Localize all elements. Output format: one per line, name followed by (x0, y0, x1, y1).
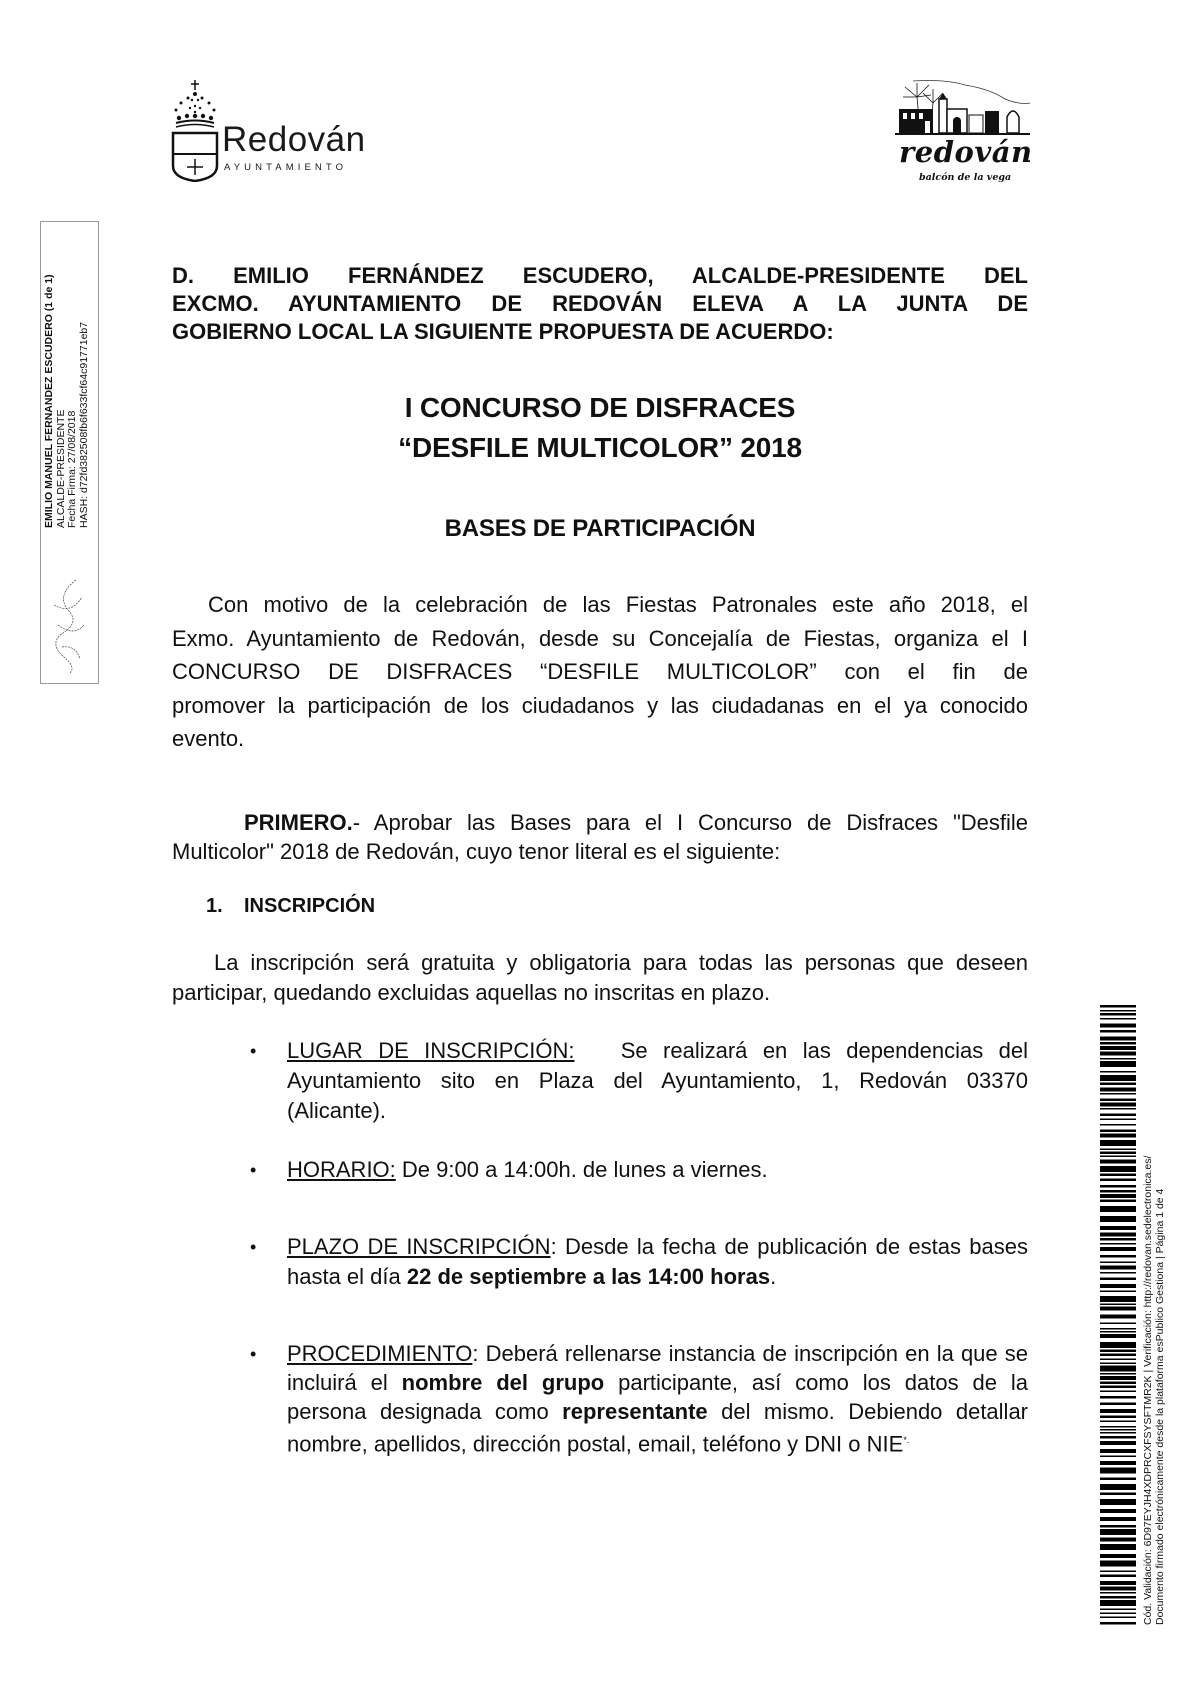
tourism-name: redován (899, 135, 1033, 169)
barcode-bar (1100, 1509, 1136, 1513)
barcode-bar (1100, 1061, 1136, 1067)
bullet-icon: • (250, 1344, 257, 1364)
barcode-bar (1100, 1478, 1136, 1481)
barcode-bar (1100, 1382, 1136, 1385)
bullet-text: hasta el día (287, 1264, 407, 1289)
barcode-bar (1100, 1426, 1136, 1428)
barcode-bar (1100, 1554, 1136, 1558)
validation-code: Cód. Validación: 6D97EYJH4XDPRCXFSYSFTMR2K | Verificación: http://redovan.sedelectronica.es/ (1142, 1155, 1154, 1625)
barcode-bar (1100, 1499, 1136, 1505)
barcode-bar (1100, 1108, 1136, 1110)
primero-text: - Aprobar las Bases para el I Concurso de Disfraces "Desfile (352, 810, 1028, 835)
tourism-logo (895, 75, 1035, 187)
barcode-bar (1100, 1030, 1136, 1033)
barcode-bar (1100, 1581, 1136, 1585)
barcode-bar (1100, 1058, 1136, 1060)
barcode-bar (1100, 1617, 1136, 1619)
section-number: 1. (206, 895, 223, 917)
barcode-bar (1100, 1596, 1136, 1599)
barcode-bar (1100, 1194, 1136, 1198)
bullet-text: participante, así como los datos de la (604, 1370, 1029, 1395)
barcode-bar (1100, 1243, 1136, 1245)
barcode-bar (1100, 1037, 1136, 1041)
barcode-bar (1100, 1561, 1136, 1567)
barcode-bar (1100, 1432, 1136, 1434)
bullet-label: PLAZO DE INSCRIPCIÓN (287, 1234, 551, 1259)
paragraph-line: CONCURSO DE DISFRACES “DESFILE MULTICOLOR” con el fin de (172, 659, 1028, 684)
barcode-bar (1100, 1200, 1136, 1203)
bullet-line (287, 1036, 1028, 1066)
bullet-line (287, 1368, 1028, 1397)
barcode-bar (1100, 1156, 1136, 1158)
barcode-bar (1100, 1328, 1136, 1330)
barcode-bar (1100, 1046, 1136, 1050)
document-title-line-2: “DESFILE MULTICOLOR” 2018 (398, 432, 802, 463)
barcode-bar (1100, 1088, 1136, 1092)
crest-icon (170, 78, 220, 182)
barcode-bar (1100, 1185, 1136, 1188)
barcode-bar (1100, 1174, 1136, 1177)
barcode-bar (1100, 1376, 1136, 1380)
signer-role: ALCALDE-PRESIDENTE (54, 409, 67, 528)
barcode-bar (1100, 1544, 1136, 1550)
barcode-bar (1100, 1304, 1136, 1306)
barcode-bar (1100, 1331, 1136, 1333)
barcode-bar (1100, 1609, 1136, 1611)
barcode-bar (1100, 1160, 1136, 1164)
bullet-text: Se realizará en las dependencias del (620, 1038, 1028, 1063)
barcode-bar (1100, 1354, 1136, 1357)
barcode-bar (1100, 1386, 1136, 1389)
barcode-bar (1100, 1363, 1136, 1365)
barcode-bar (1100, 1403, 1136, 1406)
barcode-bar (1100, 1206, 1136, 1212)
barcode-bar (1100, 1461, 1136, 1465)
barcode-bar (1100, 1484, 1136, 1490)
barcode-bar (1100, 1134, 1136, 1138)
bullet-line (287, 1262, 1028, 1292)
barcode-bar (1100, 1278, 1136, 1281)
ayuntamiento-logo (170, 78, 366, 182)
barcode-bar (1100, 1409, 1136, 1413)
primero-paragraph (172, 808, 1028, 866)
bullet-line: Ayuntamiento sito en Plaza del Ayuntamiento, 1, Redován 03370 (287, 1068, 1028, 1093)
signature-date: Fecha Firma: 27/08/2018 (66, 410, 78, 528)
barcode-bar (1100, 1018, 1136, 1020)
barcode-bar (1100, 1441, 1136, 1445)
deadline: 22 de septiembre a las 14:00 horas (406, 1264, 771, 1289)
bullet-label: LUGAR DE INSCRIPCIÓN: (287, 1038, 575, 1063)
barcode-bar (1100, 1216, 1136, 1222)
barcode-bar (1100, 1247, 1136, 1251)
barcode-bar (1100, 1005, 1136, 1008)
bullet-icon: • (250, 1041, 257, 1061)
barcode-bar (1100, 1238, 1136, 1241)
handwritten-signature-icon (46, 575, 90, 675)
barcode-bar (1100, 1359, 1136, 1361)
barcode-bar (1100, 1130, 1136, 1133)
bullet-line (287, 1426, 1028, 1458)
barcode-bar (1100, 1517, 1136, 1521)
barcode-bar (1100, 1613, 1136, 1615)
bullet-icon: • (250, 1160, 257, 1180)
proposal-heading (172, 262, 1028, 346)
barcode-bar (1100, 1052, 1136, 1056)
paragraph-line (172, 808, 1028, 837)
barcode-bar (1100, 1575, 1136, 1578)
barcode-bar (1100, 1315, 1136, 1319)
barcode-bar (1100, 1587, 1136, 1591)
bullet-line (287, 1397, 1028, 1426)
signer-name: EMILIO MANUEL FERNANDEZ ESCUDERO (1 de 1) (43, 274, 55, 528)
paragraph-line: Exmo. Ayuntamiento de Redován, desde su Concejalía de Fiestas, organiza el I (172, 625, 1028, 651)
barcode-bar (1100, 1396, 1136, 1399)
barcode-bar (1100, 1255, 1136, 1258)
bullet-text: De 9:00 a 14:00h. de lunes a viernes. (395, 1157, 768, 1182)
barcode-bar (1100, 1421, 1136, 1423)
bullet-line (287, 1339, 1028, 1368)
barcode-bar (1100, 1307, 1136, 1311)
bullet-label: PROCEDIMIENTO (287, 1341, 473, 1366)
barcode-bar (1100, 1456, 1136, 1458)
barcode-bar (1100, 1334, 1136, 1338)
barcode-bar (1100, 1226, 1136, 1230)
barcode-bar (1100, 1093, 1136, 1095)
barcode-bar (1100, 1140, 1136, 1146)
barcode-bar (1100, 1179, 1136, 1182)
barcode-bar (1100, 1296, 1136, 1302)
primero-label: PRIMERO. (244, 810, 353, 835)
barcode-bar (1100, 1529, 1136, 1535)
barcode-bar (1100, 1416, 1136, 1419)
document-subtitle: BASES DE PARTICIPACIÓN (444, 515, 756, 542)
bullet-line: (Alicante). (287, 1098, 387, 1123)
barcode-bar (1100, 1373, 1136, 1375)
barcode-bar (1100, 1571, 1136, 1573)
barcode-bar (1100, 1272, 1136, 1274)
intro-paragraph (172, 588, 1028, 756)
bullet-text: del mismo. Debiendo detallar (707, 1399, 1029, 1424)
barcode-bar (1100, 1233, 1136, 1237)
barcode-bar (1100, 1266, 1136, 1270)
heading-line: GOBIERNO LOCAL LA SIGUIENTE PROPUESTA DE ACUERDO: (172, 319, 834, 344)
barcode-bar (1100, 1366, 1136, 1372)
barcode-bar (1100, 1342, 1136, 1348)
barcode-bar (1100, 1525, 1136, 1528)
bullet-icon: • (250, 1237, 257, 1257)
paragraph-line: evento. (172, 726, 245, 751)
bold-term: nombre del grupo (401, 1370, 605, 1395)
barcode-bar (1100, 1149, 1136, 1151)
barcode-bar (1100, 1190, 1136, 1193)
barcode-bar (1100, 1284, 1136, 1288)
barcode-bar (1100, 1099, 1136, 1102)
barcode-bar (1100, 1166, 1136, 1172)
barcode-bar (1100, 1114, 1136, 1117)
inscripcion-paragraph (172, 948, 1028, 1008)
bullet-text: . (770, 1264, 777, 1289)
bullet-text: nombre, apellidos, dirección postal, email, teléfono y DNI o NIE (287, 1431, 904, 1457)
barcode-bar (1100, 1436, 1136, 1439)
bullet-text: incluirá el (287, 1370, 402, 1395)
validation-barcode (1100, 1005, 1136, 1625)
barcode-bar (1100, 1013, 1136, 1016)
bullet-text: : Deberá rellenarse instancia de inscripción en la que se (472, 1341, 1028, 1366)
barcode-bar (1100, 1600, 1136, 1606)
footnote-marker: *. (903, 1435, 910, 1445)
paragraph-line: Multicolor" 2018 de Redován, cuyo tenor literal es el siguiente: (172, 839, 781, 864)
ayuntamiento-subtitle: AYUNTAMIENTO (224, 162, 348, 173)
bullet-text: : Desde la fecha de publicación de estas bases (550, 1234, 1029, 1259)
bullet-text: persona designada como (287, 1399, 563, 1424)
tourism-slogan: balcón de la vega (919, 172, 1012, 183)
section-title: INSCRIPCIÓN (244, 895, 376, 917)
barcode-bar (1100, 1592, 1136, 1594)
paragraph-line: La inscripción será gratuita y obligatoria para todas las personas que deseen (214, 950, 1028, 975)
paragraph-line: participar, quedando excluidas aquellas no inscritas en plazo. (172, 980, 771, 1005)
barcode-bar (1100, 1262, 1136, 1264)
barcode-bar (1100, 1071, 1136, 1073)
validation-platform: Documento firmado electrónicamente desde la plataforma esPublico Gestiona | Página 1 de 4 (1154, 1188, 1166, 1625)
paragraph-line: promover la participación de los ciudadanos y las ciudadanas en el ya conocido (172, 692, 1028, 718)
barcode-bar (1100, 1291, 1136, 1293)
bullet-label: HORARIO: (287, 1157, 396, 1182)
barcode-bar (1100, 1103, 1136, 1107)
validation-info (1142, 1005, 1166, 1625)
heading-line: EXCMO. AYUNTAMIENTO DE REDOVÁN ELEVA A LA JUNTA DE (172, 291, 1028, 316)
barcode-bar (1100, 1124, 1136, 1126)
ayuntamiento-name: Redován (222, 120, 366, 159)
barcode-bar (1100, 1152, 1136, 1155)
barcode-bar (1100, 1119, 1136, 1121)
barcode-bar (1100, 1391, 1136, 1393)
heading-line: D. EMILIO FERNÁNDEZ ESCUDERO, ALCALDE-PRESIDENTE DEL (172, 263, 1028, 288)
barcode-bar (1100, 1622, 1136, 1625)
bullet-line (287, 1232, 1028, 1262)
paragraph-line: Con motivo de la celebración de las Fiestas Patronales este año 2018, el (208, 592, 1028, 617)
town-skyline-icon (895, 75, 1035, 137)
barcode-bar (1100, 1024, 1136, 1028)
signature-info (44, 208, 90, 528)
barcode-bar (1100, 1042, 1136, 1045)
barcode-bar (1100, 1449, 1136, 1453)
barcode-bar (1100, 1538, 1136, 1542)
bold-term: representante (562, 1399, 708, 1424)
barcode-bar (1100, 1468, 1136, 1474)
barcode-bar (1100, 1323, 1136, 1325)
barcode-bar (1100, 1350, 1136, 1353)
barcode-bar (1100, 1429, 1136, 1431)
document-title-line-1: I CONCURSO DE DISFRACES (404, 392, 796, 423)
barcode-bar (1100, 1083, 1136, 1086)
barcode-bar (1100, 1010, 1136, 1012)
barcode-bar (1100, 1493, 1136, 1496)
barcode-bar (1100, 1075, 1136, 1081)
section-heading-inscripcion (206, 895, 375, 918)
signature-hash: HASH: d72fd382508fb6f633fcf64c91771eb7 (77, 321, 90, 528)
